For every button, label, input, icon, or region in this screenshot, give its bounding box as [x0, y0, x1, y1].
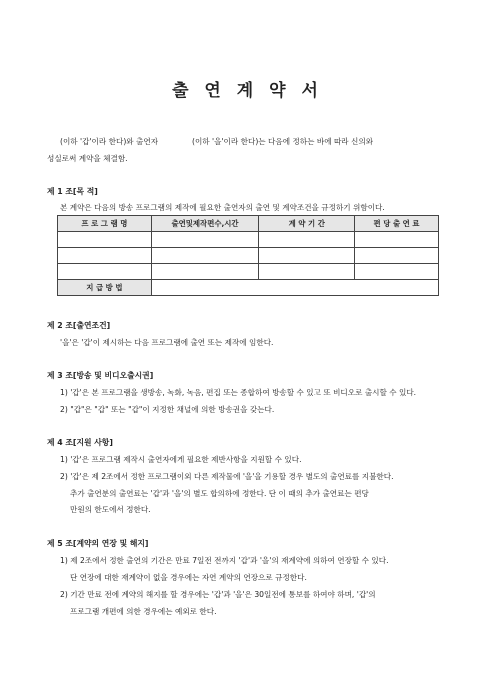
article5-item1-line2: 단 연장에 대한 재계약이 없을 경우에는 자연 계약의 연장으로 규정한다.	[70, 573, 307, 582]
intro-text-line2: 성실로써 계약을 체결함.	[47, 154, 128, 163]
article3-item2: 2) "갑"은 "갑" 또는 "갑"이 지정한 채널에 의한 방송권을 갖는다.	[60, 405, 275, 414]
article2-heading: 제 2 조[출연조건]	[47, 321, 111, 330]
table-row	[58, 232, 439, 248]
article4-item2-line2: 추가 출연분의 출연료는 '갑'과 '을'의 별도 합의하에 정한다. 단 이 때의 추가 출연료는 편당	[70, 489, 369, 498]
table-cell[interactable]	[58, 264, 152, 280]
table-row	[58, 248, 439, 264]
header-episodes-time: 출연및제작편수,시간	[151, 216, 259, 232]
table-cell[interactable]	[58, 248, 152, 264]
table-cell[interactable]	[151, 264, 259, 280]
table-cell[interactable]	[58, 232, 152, 248]
article4-item2-line1: 2) '갑'은 제 2조에서 정한 프로그램이외 다른 제작물에 '을'을 기용할 경우 별도의 출연료를 지불한다.	[60, 472, 394, 481]
intro-text-part1: (이하 '갑'이라 한다)와 출연자	[60, 137, 159, 146]
table-cell[interactable]	[259, 248, 355, 264]
article5-item1-line1: 1) 제 2조에서 정한 출연의 기간은 만료 7일전 전까지 '갑'과 '을'의 재계약에 의하여 연장할 수 있다.	[60, 556, 389, 565]
table-row	[58, 264, 439, 280]
header-program-name: 프 로 그 램 명	[58, 216, 152, 232]
table-cell[interactable]	[355, 264, 439, 280]
article3-item1: 1) '갑'은 본 프로그램을 생방송, 녹화, 녹음, 편집 또는 종합하여 방송할 수 있고 또 비디오로 출시할 수 있다.	[60, 388, 417, 397]
table-cell[interactable]	[355, 232, 439, 248]
table-cell[interactable]	[151, 248, 259, 264]
intro-text-part2: (이하 '을'이라 한다)는 다음에 정하는 바에 따라 신의와	[192, 137, 374, 146]
header-fee-per-episode: 편 당 출 연 료	[355, 216, 439, 232]
article1-text: 본 계약은 다음의 방송 프로그램의 제작에 필요한 출연자의 출연 및 계약조건을 규정하기 위함이다.	[60, 203, 385, 212]
header-contract-period: 계 약 기 간	[259, 216, 355, 232]
table-cell[interactable]	[259, 232, 355, 248]
article5-heading: 제 5 조[계약의 연장 및 해지]	[47, 539, 149, 548]
article4-item2-line3: 만원의 한도에서 정한다.	[70, 505, 151, 514]
document-title: 출 연 계 약 서	[172, 81, 323, 101]
article5-item2-line2: 프로그램 개편에 의한 경우에는 예외로 한다.	[70, 607, 217, 616]
payment-method-row	[58, 280, 439, 296]
payment-method-value[interactable]	[151, 280, 438, 296]
article5-item2-line1: 2) 기간 만료 전에 계약의 해지를 할 경우에는 '갑'과 '을'은 30일전에 통보를 하여야 하며, '갑'의	[60, 590, 376, 599]
table-cell[interactable]	[151, 232, 259, 248]
article2-text: '을'은 '갑'이 제시하는 다음 프로그램에 출연 또는 제작에 임한다.	[60, 338, 274, 347]
article4-heading: 제 4 조[지원 사항]	[47, 438, 113, 447]
table-cell[interactable]	[259, 264, 355, 280]
contract-terms-table	[57, 215, 439, 296]
article1-heading: 제 1 조[목 적]	[47, 187, 98, 196]
table-header-row	[58, 216, 439, 232]
table-cell[interactable]	[355, 248, 439, 264]
article4-item1: 1) '갑'은 프로그램 제작시 출연자에게 필요한 제반사항을 지원할 수 있다.	[60, 455, 302, 464]
payment-method-label: 지 급 방 법	[58, 280, 152, 296]
article3-heading: 제 3 조[방송 및 비디오출시권]	[47, 371, 154, 380]
